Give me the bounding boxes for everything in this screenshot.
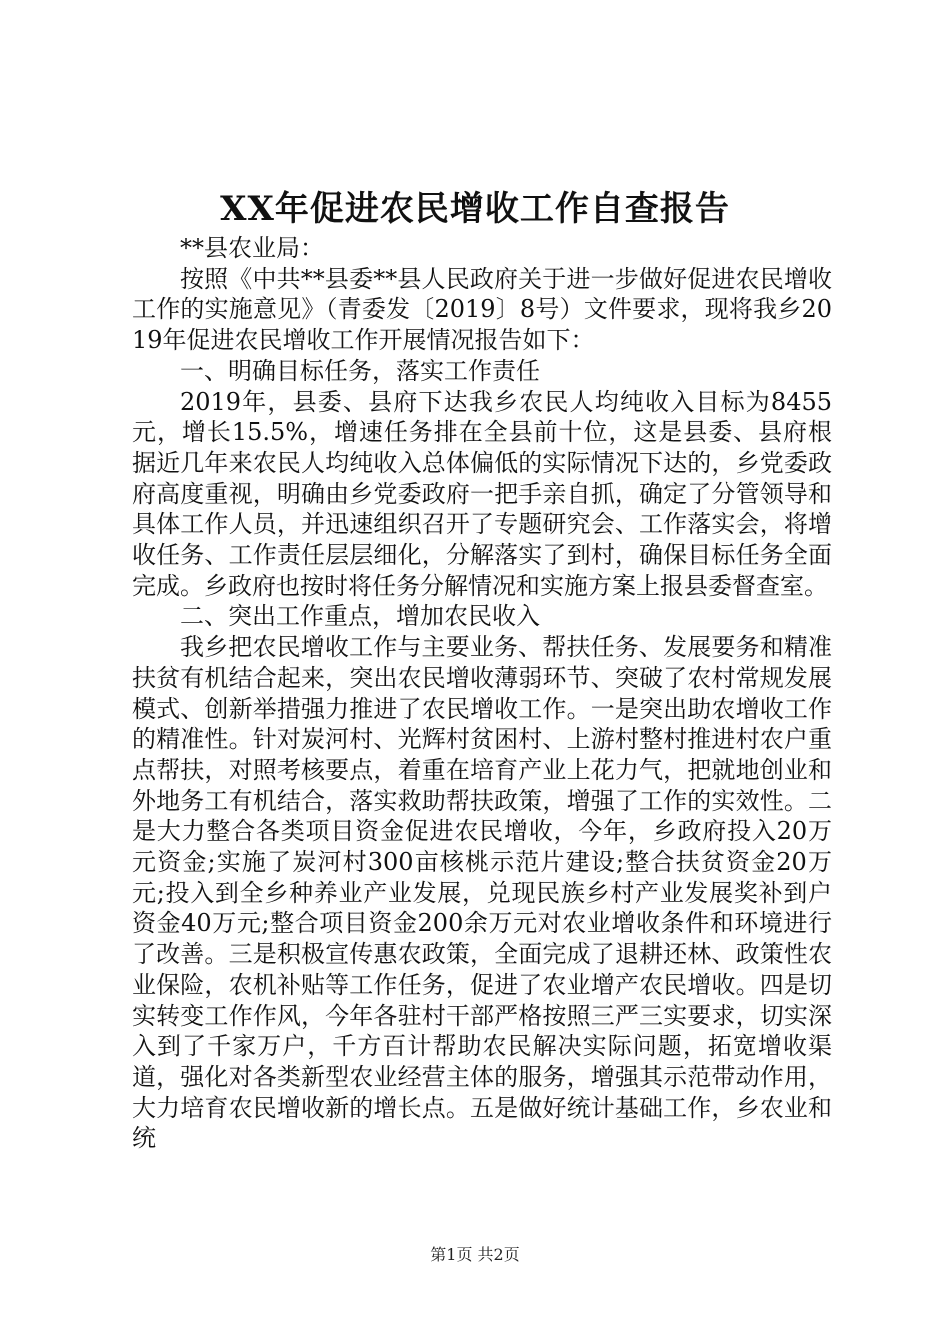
section-heading-2: 二、突出工作重点，增加农民收入	[180, 602, 540, 631]
intro-paragraph: 按照《中共**县委**县人民政府关于进一步做好促进农民增收工作的实施意见》（青委发〔2019〕8号）文件要求，现将我乡2019年促进农民增收工作开展情况报告如下：	[132, 264, 832, 355]
section-2-paragraph: 我乡把农民增收工作与主要业务、帮扶任务、发展要务和精准扶贫有机结合起来，突出农民增收薄弱环节、突破了农村常规发展模式、创新举措强力推进了农民增收工作。一是突出助农增收工作的精准性。针对炭河村、光辉村贫困村、上游村整村推进村农户重点帮扶，对照考核要点，着重在培育产业上花力气，把就地创业和外地务工有机结合，落实救助帮扶政策，增强了工作的实效性。二是大力整合各类项目资金促进农民增收，今年，乡政府投入20万元资金;实施了炭河村300亩核桃示范片建设;整合扶贫资金20万元;投入到全乡种养业产业发展，兑现民族乡村产业发展奖补到户资金40万元;整合项目资金200余万元对农业增收条件和环境进行了改善。三是积极宣传惠农政策，全面完成了退耕还林、政策性农业保险，农机补贴等工作任务，促进了农业增产农民增收。四是切实转变工作作风，今年各驻村干部严格按照三严三实要求，切实深入到了千家万户，千方百计帮助农民解决实际问题，拓宽增收渠道，强化对各类新型农业经营主体的服务，增强其示范带动作用，大力培育农民增收新的增长点。五是做好统计基础工作，乡农业和统	[132, 633, 832, 1153]
document-body	[132, 233, 832, 1154]
section-1-paragraph: 2019年，县委、县府下达我乡农民人均纯收入目标为8455元，增长15.5%，增速任务排在全县前十位，这是县委、县府根据近几年来农民人均纯收入总体偏低的实际情况下达的，乡党委政府高度重视，明确由乡党委政府一把手亲自抓，确定了分管领导和具体工作人员，并迅速组织召开了专题研究会、工作落实会，将增收任务、工作责任层层细化，分解落实了到村，确保目标任务全面完成。乡政府也按时将任务分解情况和实施方案上报县委督查室。	[132, 387, 832, 600]
section-heading-1: 一、明确目标任务，落实工作责任	[180, 356, 540, 385]
page-title: XX年促进农民增收工作自查报告	[220, 189, 730, 229]
salutation: **县农业局：	[180, 234, 324, 262]
page-footer: 第1页 共2页	[430, 1245, 520, 1264]
